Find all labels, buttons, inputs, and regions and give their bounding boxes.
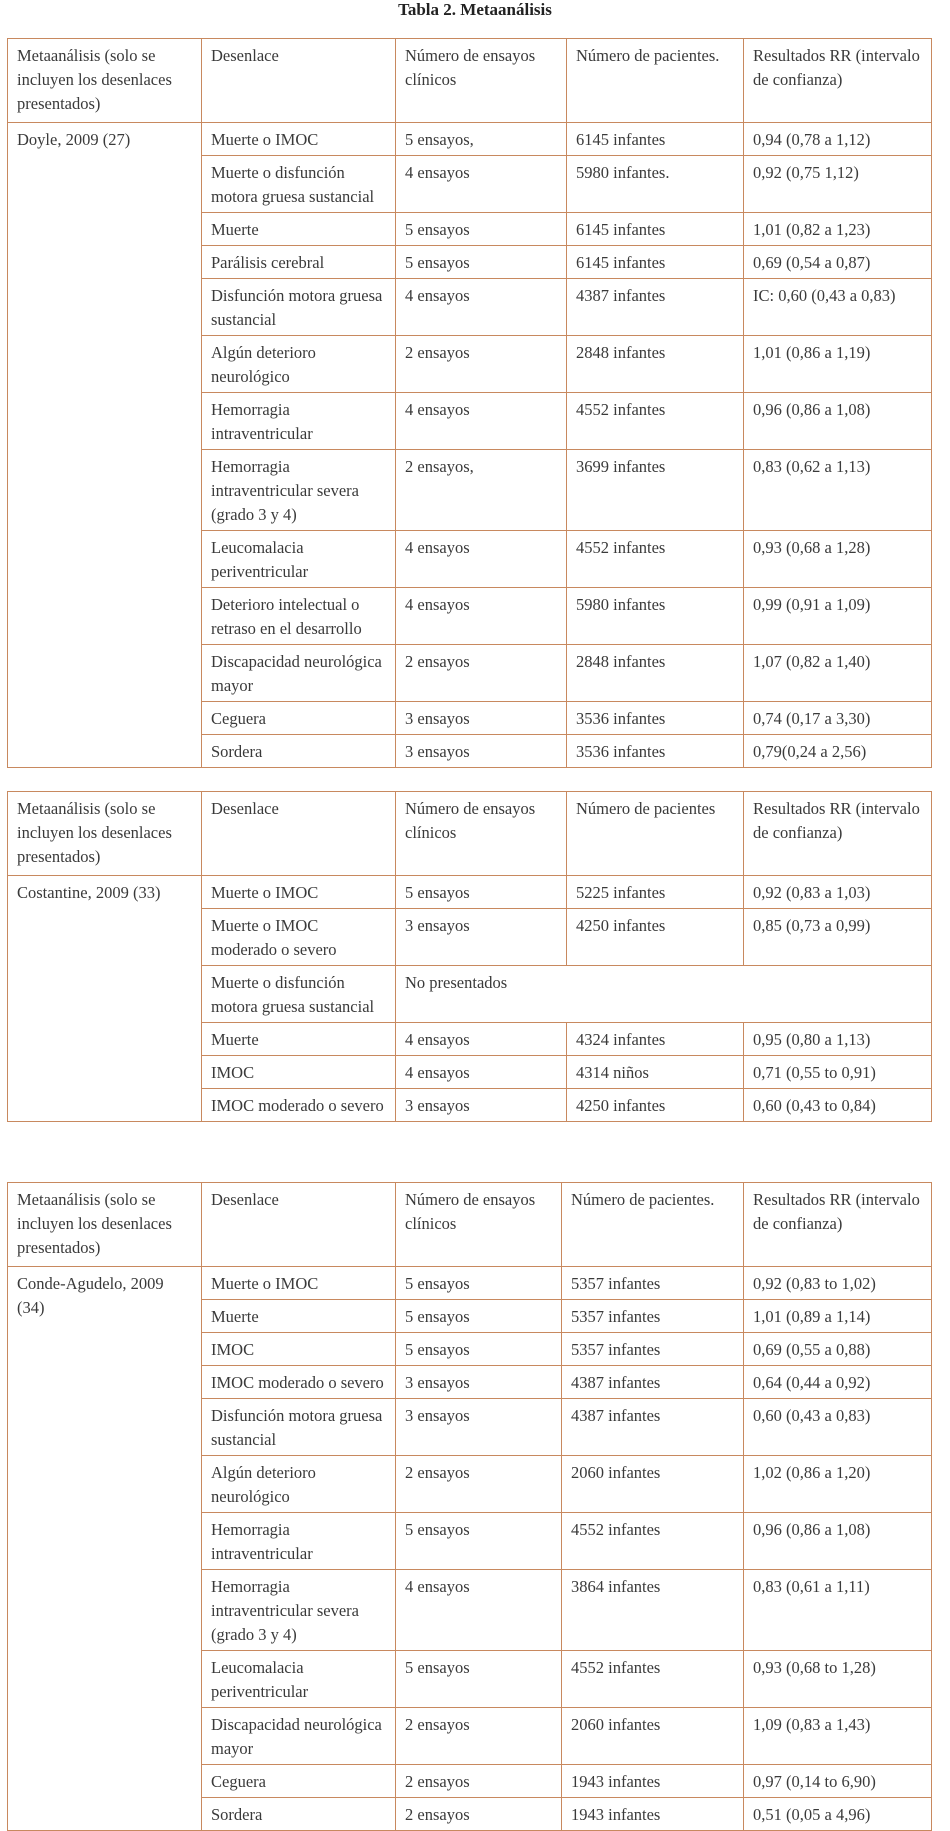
patients-cell: 6145 infantes (567, 213, 744, 246)
result-cell: 1,01 (0,89 a 1,14) (744, 1300, 932, 1333)
outcome-cell: Leucomalacia periventricular (202, 531, 396, 588)
outcome-cell: Disfunción motora gruesa sustancial (202, 279, 396, 336)
trials-cell: 4 ensayos (396, 156, 567, 213)
study-cell: Costantine, 2009 (33) (8, 876, 202, 1122)
result-cell: 0,69 (0,55 a 0,88) (744, 1333, 932, 1366)
patients-cell: 2848 infantes (567, 645, 744, 702)
trials-cell: 5 ensayos (396, 1513, 562, 1570)
header-cell: Número de pacientes. (562, 1183, 744, 1267)
trials-cell: 4 ensayos (396, 393, 567, 450)
outcome-cell: IMOC moderado o severo (202, 1089, 396, 1122)
patients-cell: 4552 infantes (562, 1651, 744, 1708)
patients-cell: 4250 infantes (567, 909, 744, 966)
patients-cell: 4552 infantes (562, 1513, 744, 1570)
trials-cell: 2 ensayos (396, 336, 567, 393)
outcome-cell: Muerte (202, 1300, 396, 1333)
result-cell: 0,95 (0,80 a 1,13) (744, 1023, 932, 1056)
merged-cell: No presentados (396, 966, 932, 1023)
trials-cell: 3 ensayos (396, 1366, 562, 1399)
trials-cell: 3 ensayos (396, 735, 567, 768)
table-title: Tabla 2. Metaanálisis (398, 0, 552, 19)
patients-cell: 4387 infantes (562, 1399, 744, 1456)
trials-cell: 3 ensayos (396, 909, 567, 966)
outcome-cell: Muerte o IMOC (202, 123, 396, 156)
header-cell: Número de ensayos clínicos (396, 792, 567, 876)
study-cell: Conde-Agudelo, 2009 (34) (8, 1267, 202, 1831)
trials-cell: 2 ensayos, (396, 450, 567, 531)
patients-cell: 5357 infantes (562, 1333, 744, 1366)
patients-cell: 6145 infantes (567, 123, 744, 156)
header-cell: Desenlace (202, 1183, 396, 1267)
trials-cell: 4 ensayos (396, 588, 567, 645)
study-cell: Doyle, 2009 (27) (8, 123, 202, 768)
result-cell: 0,94 (0,78 a 1,12) (744, 123, 932, 156)
header-cell: Número de ensayos clínicos (396, 39, 567, 123)
patients-cell: 2848 infantes (567, 336, 744, 393)
result-cell: 0,83 (0,62 a 1,13) (744, 450, 932, 531)
patients-cell: 4387 infantes (562, 1366, 744, 1399)
trials-cell: 4 ensayos (396, 1023, 567, 1056)
outcome-cell: Algún deterioro neurológico (202, 1456, 396, 1513)
header-cell: Número de pacientes (567, 792, 744, 876)
trials-cell: 2 ensayos (396, 1456, 562, 1513)
outcome-cell: Muerte o IMOC (202, 1267, 396, 1300)
result-cell: 0,96 (0,86 a 1,08) (744, 393, 932, 450)
trials-cell: 3 ensayos (396, 1089, 567, 1122)
outcome-cell: Muerte (202, 213, 396, 246)
table-row (8, 876, 932, 909)
patients-cell: 4314 niños (567, 1056, 744, 1089)
outcome-cell: Deterioro intelectual o retraso en el desarrollo (202, 588, 396, 645)
trials-cell: 5 ensayos (396, 1651, 562, 1708)
result-cell: 1,07 (0,82 a 1,40) (744, 645, 932, 702)
patients-cell: 3864 infantes (562, 1570, 744, 1651)
result-cell: 1,02 (0,86 a 1,20) (744, 1456, 932, 1513)
header-cell: Número de pacientes. (567, 39, 744, 123)
table-row (8, 1267, 932, 1300)
header-row (8, 1183, 932, 1267)
patients-cell: 5225 infantes (567, 876, 744, 909)
result-cell: 0,92 (0,83 a 1,03) (744, 876, 932, 909)
patients-cell: 4552 infantes (567, 531, 744, 588)
result-cell: 1,01 (0,86 a 1,19) (744, 336, 932, 393)
trials-cell: 2 ensayos (396, 1708, 562, 1765)
result-cell: 0,60 (0,43 to 0,84) (744, 1089, 932, 1122)
patients-cell: 6145 infantes (567, 246, 744, 279)
header-cell: Metaanálisis (solo se incluyen los desenlaces presentados) (8, 792, 202, 876)
outcome-cell: Hemorragia intraventricular (202, 393, 396, 450)
outcome-cell: Muerte (202, 1023, 396, 1056)
patients-cell: 3536 infantes (567, 735, 744, 768)
header-cell: Metaanálisis (solo se incluyen los desenlaces presentados) (8, 1183, 202, 1267)
trials-cell: 5 ensayos (396, 246, 567, 279)
result-cell: 0,96 (0,86 a 1,08) (744, 1513, 932, 1570)
trials-cell: 5 ensayos (396, 1333, 562, 1366)
outcome-cell: Muerte o IMOC (202, 876, 396, 909)
trials-cell: 5 ensayos, (396, 123, 567, 156)
outcome-cell: Hemorragia intraventricular severa (grado 3 y 4) (202, 1570, 396, 1651)
outcome-cell: Muerte o disfunción motora gruesa sustancial (202, 966, 396, 1023)
result-cell: 0,60 (0,43 a 0,83) (744, 1399, 932, 1456)
result-cell: 0,99 (0,91 a 1,09) (744, 588, 932, 645)
result-cell: 0,64 (0,44 a 0,92) (744, 1366, 932, 1399)
result-cell: 0,85 (0,73 a 0,99) (744, 909, 932, 966)
patients-cell: 5980 infantes. (567, 156, 744, 213)
result-cell: 0,92 (0,83 to 1,02) (744, 1267, 932, 1300)
result-cell: 0,71 (0,55 to 0,91) (744, 1056, 932, 1089)
outcome-cell: Muerte o disfunción motora gruesa sustancial (202, 156, 396, 213)
header-row (8, 792, 932, 876)
outcome-cell: IMOC (202, 1333, 396, 1366)
patients-cell: 4250 infantes (567, 1089, 744, 1122)
result-cell: IC: 0,60 (0,43 a 0,83) (744, 279, 932, 336)
outcome-cell: Discapacidad neurológica mayor (202, 645, 396, 702)
trials-cell: 4 ensayos (396, 1056, 567, 1089)
outcome-cell: IMOC (202, 1056, 396, 1089)
outcome-cell: Disfunción motora gruesa sustancial (202, 1399, 396, 1456)
patients-cell: 5357 infantes (562, 1267, 744, 1300)
trials-cell: 2 ensayos (396, 1765, 562, 1798)
outcome-cell: Sordera (202, 735, 396, 768)
trials-cell: 2 ensayos (396, 1798, 562, 1831)
result-cell: 0,79(0,24 a 2,56) (744, 735, 932, 768)
outcome-cell: Discapacidad neurológica mayor (202, 1708, 396, 1765)
meta-table-costantine (7, 791, 932, 1122)
outcome-cell: Hemorragia intraventricular (202, 1513, 396, 1570)
result-cell: 0,93 (0,68 to 1,28) (744, 1651, 932, 1708)
patients-cell: 5357 infantes (562, 1300, 744, 1333)
result-cell: 0,51 (0,05 a 4,96) (744, 1798, 932, 1831)
header-cell: Desenlace (202, 792, 396, 876)
result-cell: 0,74 (0,17 a 3,30) (744, 702, 932, 735)
outcome-cell: Ceguera (202, 702, 396, 735)
header-cell: Desenlace (202, 39, 396, 123)
header-cell: Metaanálisis (solo se incluyen los desenlaces presentados) (8, 39, 202, 123)
result-cell: 0,83 (0,61 a 1,11) (744, 1570, 932, 1651)
trials-cell: 3 ensayos (396, 702, 567, 735)
patients-cell: 2060 infantes (562, 1708, 744, 1765)
patients-cell: 1943 infantes (562, 1798, 744, 1831)
outcome-cell: Sordera (202, 1798, 396, 1831)
patients-cell: 2060 infantes (562, 1456, 744, 1513)
header-cell: Resultados RR (intervalo de confianza) (744, 792, 932, 876)
patients-cell: 4324 infantes (567, 1023, 744, 1056)
outcome-cell: Hemorragia intraventricular severa (grado 3 y 4) (202, 450, 396, 531)
result-cell: 0,92 (0,75 1,12) (744, 156, 932, 213)
trials-cell: 5 ensayos (396, 876, 567, 909)
outcome-cell: Algún deterioro neurológico (202, 336, 396, 393)
trials-cell: 4 ensayos (396, 531, 567, 588)
trials-cell: 5 ensayos (396, 1300, 562, 1333)
outcome-cell: Ceguera (202, 1765, 396, 1798)
header-cell: Resultados RR (intervalo de confianza) (744, 1183, 932, 1267)
result-cell: 0,93 (0,68 a 1,28) (744, 531, 932, 588)
patients-cell: 3536 infantes (567, 702, 744, 735)
table-row (8, 123, 932, 156)
trials-cell: 4 ensayos (396, 1570, 562, 1651)
meta-table-conde-agudelo (7, 1182, 932, 1831)
header-cell: Número de ensayos clínicos (396, 1183, 562, 1267)
result-cell: 1,01 (0,82 a 1,23) (744, 213, 932, 246)
header-row (8, 39, 932, 123)
trials-cell: 2 ensayos (396, 645, 567, 702)
result-cell: 0,97 (0,14 to 6,90) (744, 1765, 932, 1798)
trials-cell: 5 ensayos (396, 1267, 562, 1300)
patients-cell: 4552 infantes (567, 393, 744, 450)
meta-table-doyle (7, 38, 932, 768)
outcome-cell: Muerte o IMOC moderado o severo (202, 909, 396, 966)
outcome-cell: Parálisis cerebral (202, 246, 396, 279)
trials-cell: 3 ensayos (396, 1399, 562, 1456)
trials-cell: 4 ensayos (396, 279, 567, 336)
header-cell: Resultados RR (intervalo de confianza) (744, 39, 932, 123)
trials-cell: 5 ensayos (396, 213, 567, 246)
patients-cell: 1943 infantes (562, 1765, 744, 1798)
result-cell: 1,09 (0,83 a 1,43) (744, 1708, 932, 1765)
outcome-cell: Leucomalacia periventricular (202, 1651, 396, 1708)
result-cell: 0,69 (0,54 a 0,87) (744, 246, 932, 279)
patients-cell: 3699 infantes (567, 450, 744, 531)
patients-cell: 4387 infantes (567, 279, 744, 336)
patients-cell: 5980 infantes (567, 588, 744, 645)
outcome-cell: IMOC moderado o severo (202, 1366, 396, 1399)
